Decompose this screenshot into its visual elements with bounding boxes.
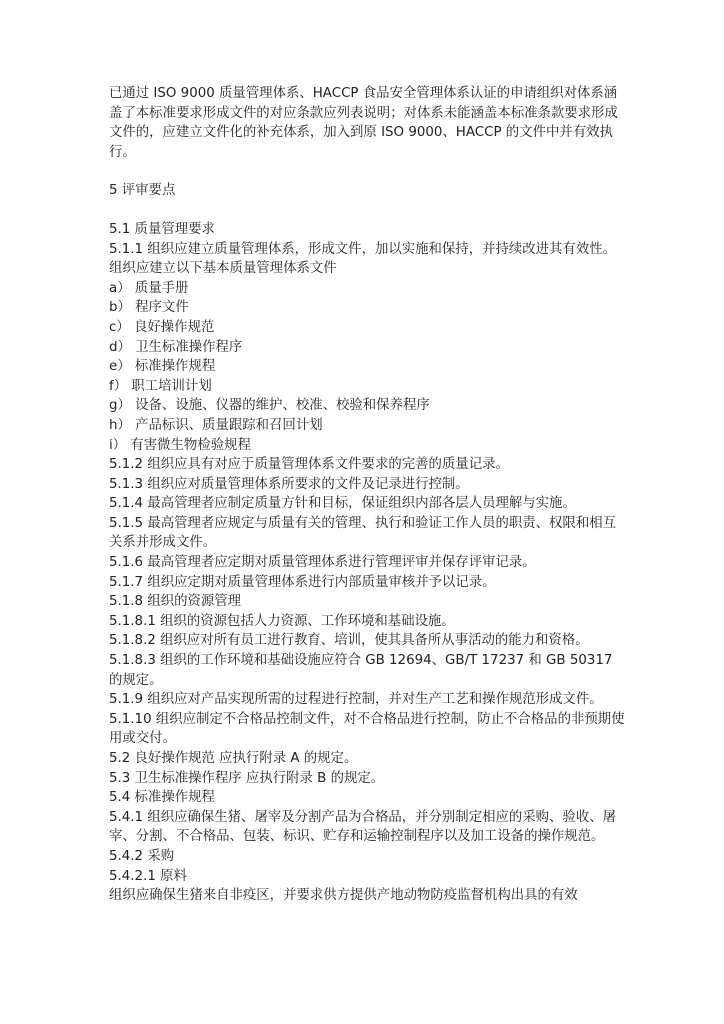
document-paragraph: 5.1.6 最高管理者应定期对质量管理体系进行管理评审并保存评审记录。 [109, 555, 536, 571]
document-paragraph: 5.3 卫生标准操作程序 应执行附录 B 的规定。 [109, 770, 385, 786]
document-paragraph: c） 良好操作规范 [109, 319, 215, 335]
document-paragraph: 5.1.5 最高管理者应规定与质量有关的管理、执行和验证工作人员的职责、权限和相互关系并形成文件。 [109, 515, 616, 551]
document-paragraph: 5.4.1 组织应确保生猪、屠宰及分割产品为合格品，并分别制定相应的采购、验收、屠宰、分割、不合格品、包装、标识、贮存和运输控制程序以及加工设备的操作规范。 [109, 809, 616, 845]
document-paragraph: 5.1.8 组织的资源管理 [109, 594, 242, 610]
document-paragraph: a） 质量手册 [109, 280, 189, 296]
document-body [109, 84, 629, 906]
document-paragraph: 5.1.1 组织应建立质量管理体系，形成文件，加以实施和保持，并持续改进其有效性。组织应建立以下基本质量管理体系文件 [109, 241, 616, 277]
document-paragraph: 5.4.2.1 原料 [109, 868, 187, 884]
paragraph-spacer [109, 162, 629, 181]
document-paragraph: h） 产品标识、质量跟踪和召回计划 [109, 417, 323, 433]
document-paragraph: 5.1.8.3 组织的工作环境和基础设施应符合 GB 12694、GB/T 17237 和 GB 50317 的规定。 [109, 653, 613, 688]
document-paragraph: 5.1.4 最高管理者应制定质量方针和目标，保证组织内部各层人员理解与实施。 [109, 496, 576, 512]
document-paragraph: 5.1.8.1 组织的资源包括人力资源、工作环境和基础设施。 [109, 613, 455, 629]
document-paragraph: 5.1.3 组织应对质量管理体系所要求的文件及记录进行控制。 [109, 476, 469, 492]
document-paragraph: 5.1.2 组织应具有对应于质量管理体系文件要求的完善的质量记录。 [109, 457, 509, 473]
paragraph-spacer [109, 201, 629, 220]
document-paragraph: 5.1.8.2 组织应对所有员工进行教育、培训，使其具备所从事活动的能力和资格。 [109, 633, 589, 649]
document-paragraph: g） 设备、设施、仪器的维护、校准、校验和保养程序 [109, 398, 430, 414]
document-paragraph: i） 有害微生物检验规程 [109, 437, 251, 453]
document-paragraph: f） 职工培训计划 [109, 378, 212, 394]
document-paragraph: 5.1.7 组织应定期对质量管理体系进行内部质量审核并予以记录。 [109, 574, 496, 590]
document-paragraph: 5.1 质量管理要求 [109, 221, 215, 237]
document-paragraph: 5.1.9 组织应对产品实现所需的过程进行控制，并对生产工艺和操作规范形成文件。 [109, 692, 603, 708]
document-paragraph: 5.2 良好操作规范 应执行附录 A 的规定。 [109, 751, 358, 766]
document-paragraph: b） 程序文件 [109, 300, 189, 316]
document-paragraph: 组织应确保生猪来自非疫区，并要求供方提供产地动物防疫监督机构出具的有效 [109, 888, 578, 904]
document-paragraph: 5.1.10 组织应制定不合格品控制文件，对不合格品进行控制，防止不合格品的非预期使用或交付。 [109, 711, 625, 747]
document-paragraph: 5.4 标准操作规程 [109, 790, 215, 806]
document-paragraph: 5.4.2 采购 [109, 848, 175, 864]
document-paragraph: e） 标准操作规程 [109, 359, 216, 375]
document-paragraph: d） 卫生标准操作程序 [109, 339, 243, 355]
document-paragraph: 已通过 ISO 9000 质量管理体系、HACCP 食品安全管理体系认证的申请组织对体系涵盖了本标准要求形成文件的对应条款应列表说明；对体系未能涵盖本标准条款要求形成文件的，应建立文件化的补充体系，加入到原 ISO 9000、HACCP 的文件中并有效执行。 [109, 86, 618, 160]
document-paragraph: 5 评审要点 [109, 183, 176, 199]
